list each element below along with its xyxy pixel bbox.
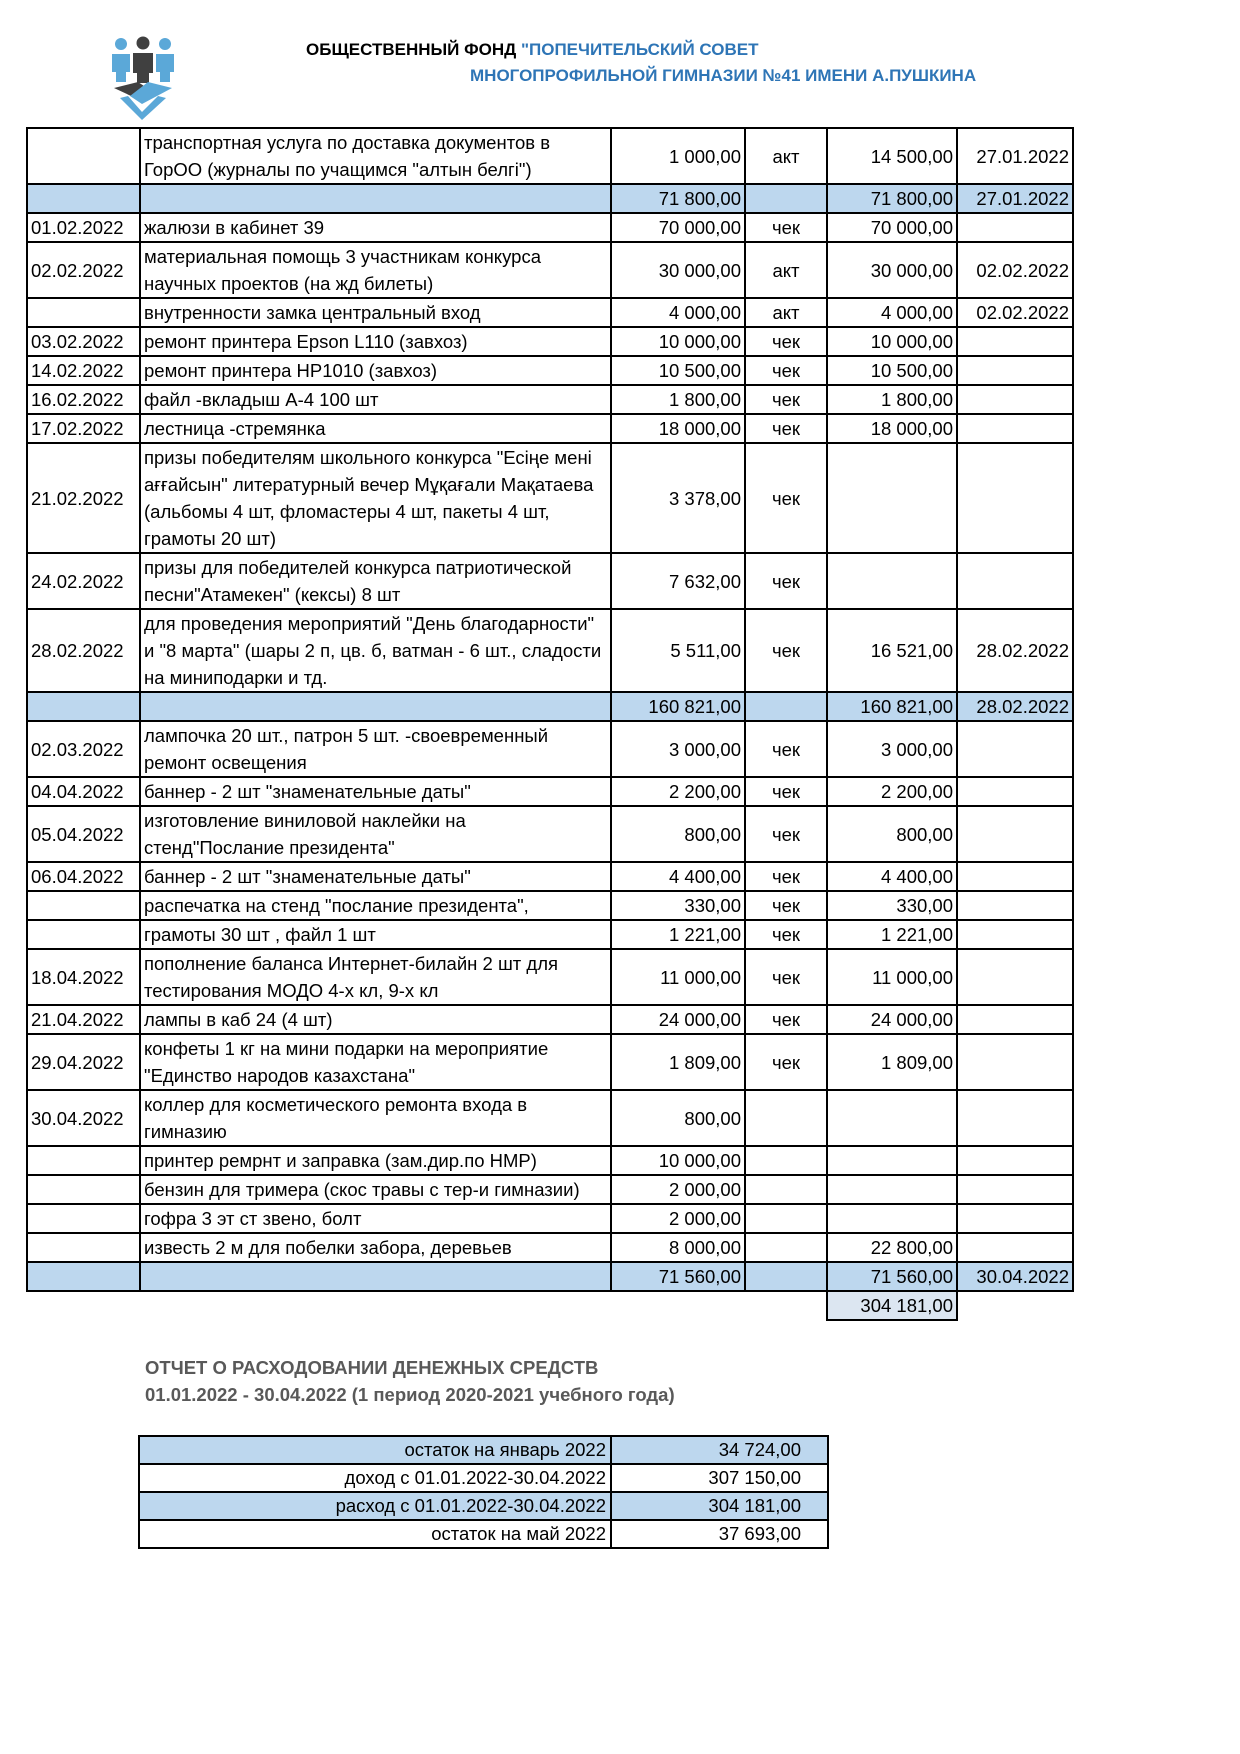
document-type-cell: чек [745,385,827,414]
date-cell [27,1233,140,1262]
date-cell: 29.04.2022 [27,1034,140,1090]
table-row [27,1175,1073,1204]
report-title: ОТЧЕТ О РАСХОДОВАНИИ ДЕНЕЖНЫХ СРЕДСТВ [145,1357,599,1378]
document-type-cell [745,1090,827,1146]
document-type-cell: чек [745,414,827,443]
payment-date-cell [957,1204,1073,1233]
date-cell: 17.02.2022 [27,414,140,443]
date-cell [27,1146,140,1175]
document-type-cell: чек [745,920,827,949]
description-cell: распечатка на стенд "послание президента", [140,891,611,920]
table-row [27,213,1073,242]
amount-cell: 10 000,00 [611,327,745,356]
paid-cell [827,443,957,553]
table-row [27,385,1073,414]
date-cell [27,692,140,721]
summary-row [139,1464,828,1492]
amount-cell: 1 221,00 [611,920,745,949]
amount-cell: 800,00 [611,806,745,862]
amount-cell: 330,00 [611,891,745,920]
amount-cell: 2 200,00 [611,777,745,806]
amount-cell: 800,00 [611,1090,745,1146]
description-cell: бензин для тримера (скос травы с тер-и гимназии) [140,1175,611,1204]
date-cell: 28.02.2022 [27,609,140,692]
description-cell: лампочка 20 шт., патрон 5 шт. -своевременный ремонт освещения [140,721,611,777]
description-cell: изготовление виниловой наклейки на стенд"Послание президента" [140,806,611,862]
payment-date-cell: 27.01.2022 [957,128,1073,184]
summary-value: 304 181,00 [611,1492,828,1520]
payment-date-cell [957,1146,1073,1175]
table-row [27,128,1073,184]
paid-cell: 11 000,00 [827,949,957,1005]
payment-date-cell [957,721,1073,777]
empty-cell [27,1291,140,1320]
table-row [27,806,1073,862]
payment-date-cell [957,443,1073,553]
description-cell: лестница -стремянка [140,414,611,443]
date-cell [27,128,140,184]
payment-date-cell [957,1034,1073,1090]
date-cell [27,298,140,327]
description-cell: транспортная услуга по доставка документов в ГорОО (журналы по учащимся "алтын белгі") [140,128,611,184]
payment-date-cell [957,553,1073,609]
date-cell: 05.04.2022 [27,806,140,862]
table-row [27,414,1073,443]
description-cell: баннер - 2 шт "знаменательные даты" [140,862,611,891]
table-row [27,1146,1073,1175]
payment-date-cell [957,862,1073,891]
payment-date-cell [957,1233,1073,1262]
description-cell: ремонт принтера HP1010 (завхоз) [140,356,611,385]
document-type-cell: чек [745,806,827,862]
table-row [27,777,1073,806]
document-type-cell: чек [745,949,827,1005]
org-council: "ПОПЕЧИТЕЛЬСКИЙ СОВЕТ [520,40,759,59]
date-cell: 30.04.2022 [27,1090,140,1146]
amount-cell: 18 000,00 [611,414,745,443]
summary-row [139,1520,828,1548]
date-cell: 14.02.2022 [27,356,140,385]
date-cell: 21.04.2022 [27,1005,140,1034]
amount-cell: 11 000,00 [611,949,745,1005]
payment-date-cell [957,1005,1073,1034]
paid-cell: 4 000,00 [827,298,957,327]
document-type-cell: чек [745,356,827,385]
date-cell: 16.02.2022 [27,385,140,414]
document-type-cell: чек [745,862,827,891]
amount-cell: 10 500,00 [611,356,745,385]
paid-cell: 16 521,00 [827,609,957,692]
document-type-cell: чек [745,1005,827,1034]
payment-date-cell [957,777,1073,806]
description-cell: грамоты 30 шт , файл 1 шт [140,920,611,949]
document-type-cell [745,1204,827,1233]
table-row [27,609,1073,692]
subtotal-date-cell: 27.01.2022 [957,184,1073,213]
date-cell: 02.02.2022 [27,242,140,298]
description-cell: файл -вкладыш А-4 100 шт [140,385,611,414]
description-cell: внутренности замка центральный вход [140,298,611,327]
paid-cell: 10 000,00 [827,327,957,356]
payment-date-cell [957,385,1073,414]
table-row [27,891,1073,920]
document-cell [745,692,827,721]
amount-cell: 70 000,00 [611,213,745,242]
description-cell [140,692,611,721]
document-type-cell: акт [745,128,827,184]
paid-cell: 1 809,00 [827,1034,957,1090]
summary-value: 307 150,00 [611,1464,828,1492]
document-type-cell [745,1175,827,1204]
subtotal-row [27,184,1073,213]
amount-cell: 30 000,00 [611,242,745,298]
table-row [27,721,1073,777]
summary-label: остаток на май 2022 [139,1520,611,1548]
summary-row [139,1492,828,1520]
payment-date-cell [957,213,1073,242]
description-cell: призы победителям школьного конкурса "Есіңе мені ағғайсын" литературный вечер Мұқағали Мақатаева (альбомы 4 шт, фломастеры 4 шт, пакеты 4 шт, грамоты 20 шт) [140,443,611,553]
summary-label: остаток на январь 2022 [139,1436,611,1464]
date-cell [27,920,140,949]
payment-date-cell [957,356,1073,385]
amount-cell: 2 000,00 [611,1175,745,1204]
table-row [27,1090,1073,1146]
table-row [27,327,1073,356]
date-cell: 03.02.2022 [27,327,140,356]
paid-cell [827,1090,957,1146]
empty-cell [140,1291,611,1320]
document-type-cell: чек [745,1034,827,1090]
payment-date-cell [957,891,1073,920]
payment-date-cell: 28.02.2022 [957,609,1073,692]
date-cell [27,1262,140,1291]
description-cell: пополнение баланса Интернет-билайн 2 шт для тестирования МОДО 4-х кл, 9-х кл [140,949,611,1005]
date-cell [27,1175,140,1204]
description-cell: материальная помощь 3 участникам конкурса научных проектов (на жд билеты) [140,242,611,298]
description-cell [140,1262,611,1291]
document-cell [745,1262,827,1291]
paid-cell: 2 200,00 [827,777,957,806]
amount-cell: 3 378,00 [611,443,745,553]
date-cell [27,891,140,920]
date-cell: 21.02.2022 [27,443,140,553]
expenses-table [26,127,1074,1321]
paid-cell [827,1204,957,1233]
summary-table-body [139,1436,828,1548]
description-cell: жалюзи в кабинет 39 [140,213,611,242]
paid-cell [827,1175,957,1204]
summary-label: доход с 01.01.2022-30.04.2022 [139,1464,611,1492]
date-cell: 01.02.2022 [27,213,140,242]
payment-date-cell [957,949,1073,1005]
table-row [27,443,1073,553]
amount-cell: 7 632,00 [611,553,745,609]
document-type-cell: чек [745,777,827,806]
description-cell: лампы в каб 24 (4 шт) [140,1005,611,1034]
document-cell [745,184,827,213]
org-prefix: ОБЩЕСТВЕННЫЙ ФОНД [306,40,517,59]
subtotal-date-cell: 30.04.2022 [957,1262,1073,1291]
date-cell [27,1204,140,1233]
payment-date-cell [957,1090,1073,1146]
payment-date-cell [957,920,1073,949]
org-name-line2: МНОГОПРОФИЛЬНОЙ ГИМНАЗИИ №41 ИМЕНИ А.ПУШКИНА [470,66,977,85]
document-type-cell [745,1146,827,1175]
document-type-cell: акт [745,242,827,298]
table-row [27,298,1073,327]
paid-cell: 1 800,00 [827,385,957,414]
summary-table [138,1435,829,1549]
table-row [27,1204,1073,1233]
subtotal-paid-cell: 71 560,00 [827,1262,957,1291]
amount-cell: 3 000,00 [611,721,745,777]
paid-cell: 330,00 [827,891,957,920]
grand-total-row [27,1291,1073,1320]
subtotal-paid-cell: 71 800,00 [827,184,957,213]
paid-cell: 70 000,00 [827,213,957,242]
paid-cell: 22 800,00 [827,1233,957,1262]
table-row [27,920,1073,949]
description-cell: ремонт принтера Epson L110 (завхоз) [140,327,611,356]
amount-cell: 2 000,00 [611,1204,745,1233]
paid-cell: 24 000,00 [827,1005,957,1034]
payment-date-cell [957,806,1073,862]
paid-cell: 800,00 [827,806,957,862]
date-cell [27,184,140,213]
description-cell: известь 2 м для побелки забора, деревьев [140,1233,611,1262]
subtotal-row [27,1262,1073,1291]
subtotal-amount-cell: 160 821,00 [611,692,745,721]
table-row [27,862,1073,891]
table-row [27,242,1073,298]
document-type-cell: чек [745,327,827,356]
document-type-cell [745,1233,827,1262]
description-cell: гофра 3 эт ст звено, болт [140,1204,611,1233]
payment-date-cell [957,327,1073,356]
document-type-cell: чек [745,213,827,242]
summary-row [139,1436,828,1464]
payment-date-cell: 02.02.2022 [957,242,1073,298]
description-cell: конфеты 1 кг на мини подарки на мероприятие "Единство народов казахстана" [140,1034,611,1090]
document-type-cell: чек [745,721,827,777]
amount-cell: 8 000,00 [611,1233,745,1262]
subtotal-amount-cell: 71 800,00 [611,184,745,213]
date-cell: 18.04.2022 [27,949,140,1005]
description-cell: баннер - 2 шт "знаменательные даты" [140,777,611,806]
table-row [27,1034,1073,1090]
document-type-cell: чек [745,609,827,692]
subtotal-date-cell: 28.02.2022 [957,692,1073,721]
description-cell: для проведения мероприятий "День благодарности" и "8 марта" (шары 2 п, цв. б, ватман - 6 шт., сладости на миниподарки и тд. [140,609,611,692]
amount-cell: 1 000,00 [611,128,745,184]
empty-cell [957,1291,1073,1320]
table-row [27,1005,1073,1034]
date-cell: 04.04.2022 [27,777,140,806]
table-row [27,553,1073,609]
org-name-line1 [306,40,759,60]
paid-cell: 30 000,00 [827,242,957,298]
empty-cell [611,1291,745,1320]
document-type-cell: чек [745,443,827,553]
date-cell: 06.04.2022 [27,862,140,891]
payment-date-cell [957,414,1073,443]
paid-cell: 18 000,00 [827,414,957,443]
subtotal-amount-cell: 71 560,00 [611,1262,745,1291]
date-cell: 02.03.2022 [27,721,140,777]
paid-cell: 3 000,00 [827,721,957,777]
grand-total-cell: 304 181,00 [827,1291,957,1320]
table-row [27,949,1073,1005]
subtotal-row [27,692,1073,721]
table-row [27,356,1073,385]
description-cell [140,184,611,213]
summary-value: 34 724,00 [611,1436,828,1464]
payment-date-cell: 02.02.2022 [957,298,1073,327]
summary-value: 37 693,00 [611,1520,828,1548]
amount-cell: 5 511,00 [611,609,745,692]
document-type-cell: чек [745,891,827,920]
amount-cell: 1 809,00 [611,1034,745,1090]
paid-cell: 10 500,00 [827,356,957,385]
description-cell: принтер ремрнт и заправка (зам.дир.по НМР) [140,1146,611,1175]
amount-cell: 1 800,00 [611,385,745,414]
amount-cell: 10 000,00 [611,1146,745,1175]
paid-cell: 14 500,00 [827,128,957,184]
document-type-cell: акт [745,298,827,327]
date-cell: 24.02.2022 [27,553,140,609]
amount-cell: 24 000,00 [611,1005,745,1034]
paid-cell [827,553,957,609]
paid-cell: 1 221,00 [827,920,957,949]
payment-date-cell [957,1175,1073,1204]
description-cell: коллер для косметического ремонта входа в гимназию [140,1090,611,1146]
amount-cell: 4 400,00 [611,862,745,891]
expenses-table-body [27,128,1073,1320]
amount-cell: 4 000,00 [611,298,745,327]
subtotal-paid-cell: 160 821,00 [827,692,957,721]
paid-cell [827,1146,957,1175]
paid-cell: 4 400,00 [827,862,957,891]
table-row [27,1233,1073,1262]
empty-cell [745,1291,827,1320]
description-cell: призы для победителей конкурса патриотической песни"Атамекен" (кексы) 8 шт [140,553,611,609]
report-period: 01.01.2022 - 30.04.2022 (1 период 2020-2021 учебного года) [145,1384,675,1405]
document-type-cell: чек [745,553,827,609]
summary-label: расход с 01.01.2022-30.04.2022 [139,1492,611,1520]
people-handshake-logo-icon [108,36,178,124]
